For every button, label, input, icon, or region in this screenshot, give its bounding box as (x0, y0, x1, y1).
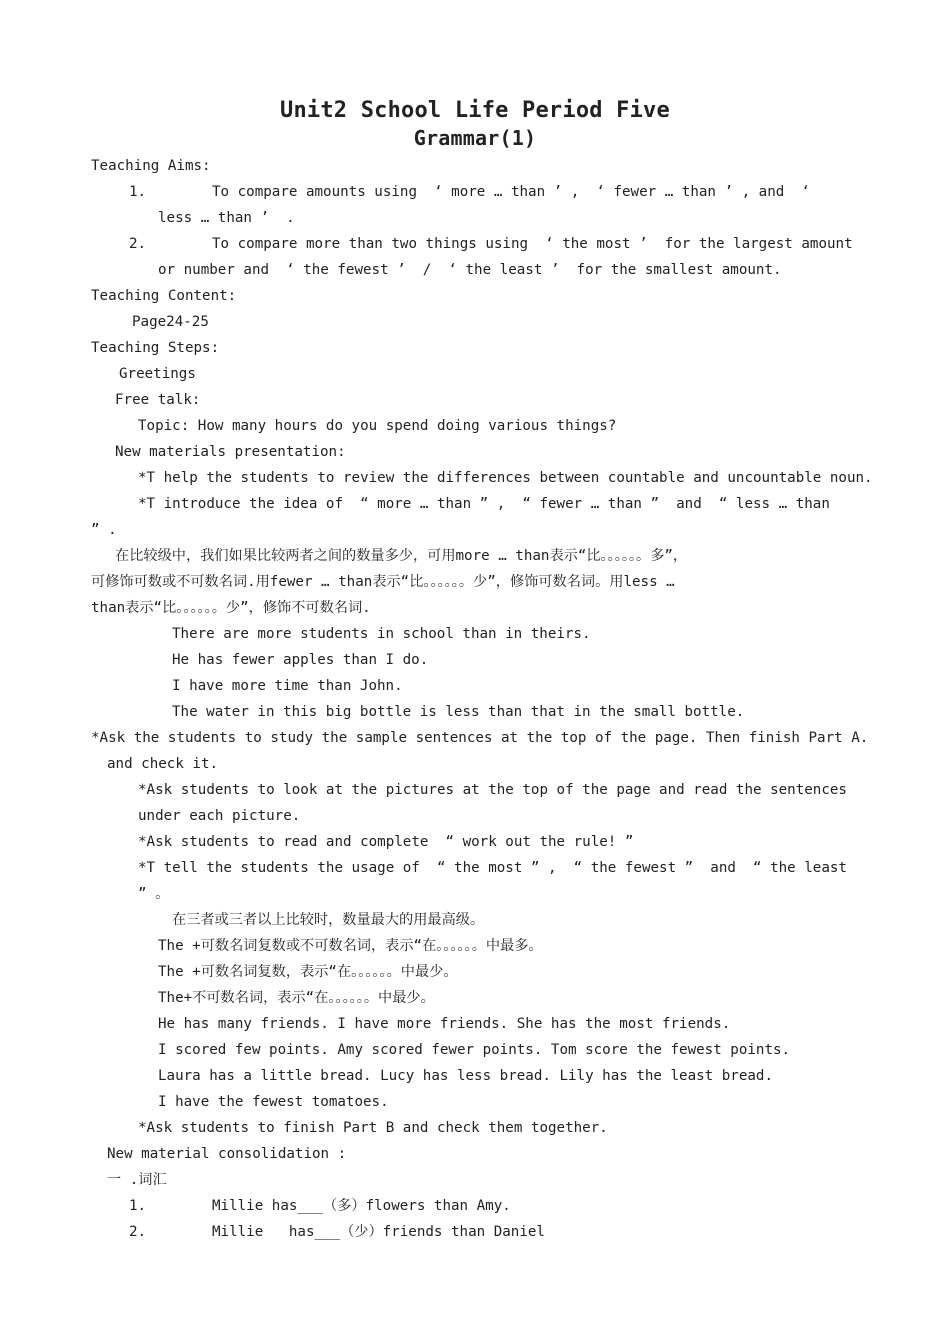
step-free-talk: Free talk: (115, 392, 201, 408)
step-t-introduce-cont: ” . (91, 522, 117, 538)
example-sentence: There are more students in school than in theirs. (172, 626, 591, 642)
step-ask-rule: *Ask students to read and complete “ work out the rule! ” (138, 834, 634, 850)
chinese-explanation-line-2: 可修饰可数或不可数名词.用fewer … than表示“比。。。。。。少”，修饰可数名词。用less … (91, 574, 675, 590)
aim-2-text-cont: or number and ‘ the fewest ’ / ‘ the least ’ for the smallest amount. (158, 262, 782, 278)
step-new-materials: New materials presentation: (115, 444, 346, 460)
aim-2-number: 2. (129, 236, 147, 252)
aim-1-number: 1. (129, 184, 147, 200)
rule-line: The +可数名词复数，表示“在。。。。。。中最少。 (158, 964, 458, 980)
example-sentence: I have more time than John. (172, 678, 403, 694)
step-t-help: *T help the students to review the differences between countable and uncountable noun. (138, 470, 873, 486)
step-ask-study-cont: and check it. (107, 756, 219, 772)
question-2-text: Millie has___（少）friends than Daniel (212, 1224, 545, 1240)
aim-1-text-cont: less … than ’ . (158, 210, 295, 226)
example-sentence: He has fewer apples than I do. (172, 652, 429, 668)
free-talk-topic: Topic: How many hours do you spend doing various things? (138, 418, 617, 434)
chinese-superlative-note: 在三者或三者以上比较时，数量最大的用最高级。 (172, 912, 485, 928)
aim-1-text: To compare amounts using ‘ more … than ’ , ‘ fewer … than ’ , and ‘ (212, 184, 810, 200)
consolidation-heading: New material consolidation : (107, 1146, 347, 1162)
example-sentence: The water in this big bottle is less than that in the small bottle. (172, 704, 745, 720)
step-ask-pictures: *Ask students to look at the pictures at the top of the page and read the sentences (138, 782, 847, 798)
teaching-steps-label: Teaching Steps: (91, 340, 220, 356)
step-ask-pictures-cont: under each picture. (138, 808, 301, 824)
page-range: Page24-25 (132, 314, 209, 330)
step-ask-part-b: *Ask students to finish Part B and check them together. (138, 1120, 608, 1136)
vocabulary-heading: 一 .词汇 (107, 1172, 167, 1188)
step-t-tell: *T tell the students the usage of “ the most ” , “ the fewest ” and “ the least (138, 860, 847, 876)
superlative-example: I scored few points. Amy scored fewer points. Tom score the fewest points. (158, 1042, 791, 1058)
aim-2-text: To compare more than two things using ‘ the most ’ for the largest amount (212, 236, 853, 252)
superlative-example: I have the fewest tomatoes. (158, 1094, 389, 1110)
teaching-aims-label: Teaching Aims: (91, 158, 211, 174)
document-subtitle: Grammar(1) (413, 126, 537, 150)
rule-line: The+不可数名词，表示“在。。。。。。中最少。 (158, 990, 435, 1006)
step-t-introduce: *T introduce the idea of “ more … than ” , “ fewer … than ” and “ less … than (138, 496, 830, 512)
superlative-example: Laura has a little bread. Lucy has less bread. Lily has the least bread. (158, 1068, 773, 1084)
document-title: Unit2 School Life Period Five (280, 98, 670, 123)
superlative-example: He has many friends. I have more friends. She has the most friends. (158, 1016, 731, 1032)
chinese-explanation-line-3: than表示“比。。。。。。少”，修饰不可数名词. (91, 600, 371, 616)
question-1-number: 1. (129, 1198, 147, 1214)
question-2-number: 2. (129, 1224, 147, 1240)
teaching-content-label: Teaching Content: (91, 288, 237, 304)
question-1-text: Millie has___（多）flowers than Amy. (212, 1198, 511, 1214)
step-t-tell-cont: ” 。 (138, 886, 170, 902)
step-greetings: Greetings (119, 366, 196, 382)
rule-line: The +可数名词复数或不可数名词，表示“在。。。。。。中最多。 (158, 938, 543, 954)
chinese-explanation-line-1: 在比较级中，我们如果比较两者之间的数量多少，可用more … than表示“比。。。。。。多”， (115, 548, 688, 564)
step-ask-study: *Ask the students to study the sample sentences at the top of the page. Then finish Part A. (91, 730, 869, 746)
